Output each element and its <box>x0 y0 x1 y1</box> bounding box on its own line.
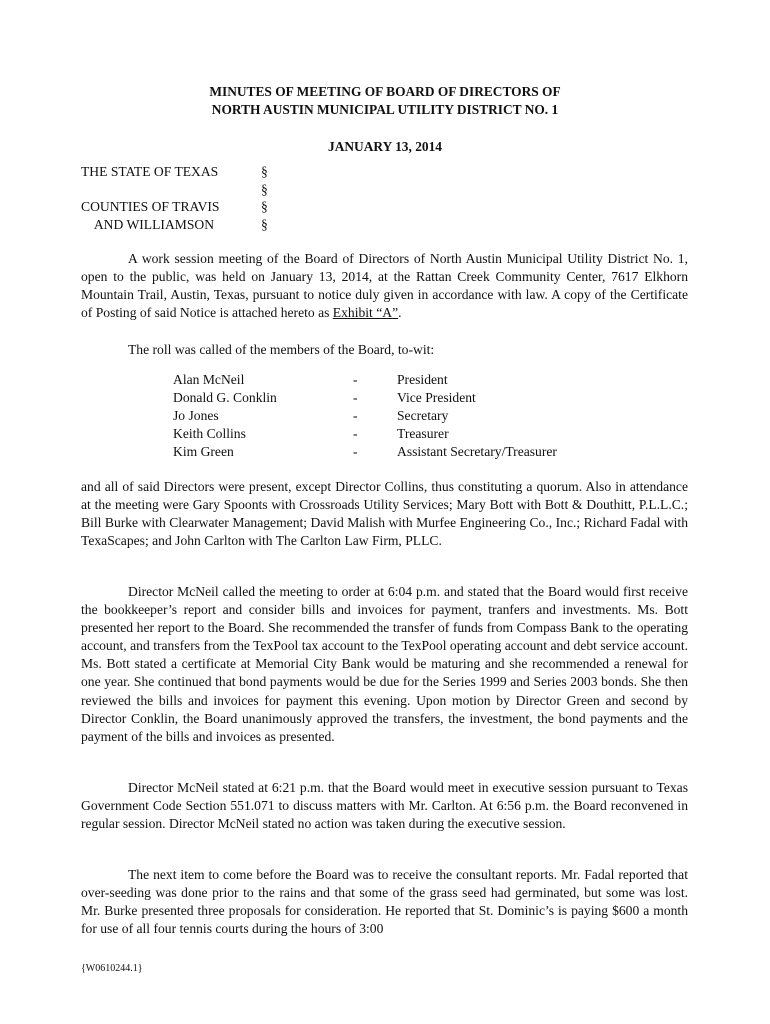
jurisdiction-caption <box>81 163 268 234</box>
roll-dash: - <box>353 372 358 387</box>
director-title: Vice President <box>397 390 476 405</box>
caption-label: AND WILLIAMSON <box>81 217 215 233</box>
director-title: Assistant Secretary/Treasurer <box>397 444 557 459</box>
title-line-1: MINUTES OF MEETING OF BOARD OF DIRECTORS OF <box>209 84 561 99</box>
paragraph-roll-intro: The roll was called of the members of the Board, to-wit: <box>128 342 435 357</box>
roll-entry <box>173 389 557 407</box>
section-mark: § <box>261 181 268 197</box>
opening-period: . <box>398 305 402 321</box>
director-title: Secretary <box>397 408 449 423</box>
meeting-date: JANUARY 13, 2014 <box>328 139 442 154</box>
section-mark: § <box>261 164 268 179</box>
document-id-footer: {W0610244.1} <box>81 963 143 974</box>
roll-dash: - <box>353 444 358 459</box>
caption-row <box>81 181 268 199</box>
director-name: Alan McNeil <box>173 372 245 387</box>
roll-call-list <box>173 371 557 461</box>
roll-dash: - <box>353 426 358 441</box>
caption-row <box>81 216 268 234</box>
roll-entry <box>173 407 557 425</box>
paragraph-consultant-reports: The next item to come before the Board was to receive the consultant reports. Mr. Fadal reported that over-seeding was done prior to the rains and that some of the grass seed had germinated, but some was lost. Mr. Burke presented three proposals for consideration. He reported that St. Dominic’s is paying $600 a month for use of all four tennis courts during the hours of 3:00 <box>81 867 688 937</box>
section-mark: § <box>261 199 268 215</box>
roll-dash: - <box>353 408 358 423</box>
roll-entry <box>173 443 557 461</box>
paragraph-opening <box>81 250 688 322</box>
exhibit-a-reference: Exhibit “A” <box>332 305 399 321</box>
opening-text: A work session meeting of the Board of Directors of North Austin Municipal Utility District No. 1, open to the public, was held on January 13, 2014, at the Rattan Creek Community Center, 7617 Elkhorn Mountain Trail, Austin, Texas, pursuant to notice duly given in accordance with law. A copy of the Certificate of Posting of said Notice is attached hereto as <box>81 251 688 321</box>
paragraph-attendance: and all of said Directors were present, except Director Collins, thus constituting a quorum. Also in attendance at the meeting were Gary Spoonts with Crossroads Utility Services; Mary Bott with Bott & Douthitt, P.L.L.C.; Bill Burke with Clearwater Management; David Malish with Murfee Engineering Co., Inc.; Richard Fadal with TexaScapes; and John Carlton with The Carlton Law Firm, PLLC. <box>81 479 688 549</box>
section-mark: § <box>261 217 268 233</box>
director-title: Treasurer <box>397 426 449 441</box>
director-name: Jo Jones <box>173 408 219 423</box>
title-line-2: NORTH AUSTIN MUNICIPAL UTILITY DISTRICT NO. 1 <box>211 102 559 117</box>
director-name: Keith Collins <box>173 426 246 441</box>
caption-label: COUNTIES OF TRAVIS <box>81 199 220 215</box>
caption-row <box>81 198 268 216</box>
paragraph-bookkeeper-report: Director McNeil called the meeting to order at 6:04 p.m. and stated that the Board would first receive the bookkeeper’s report and consider bills and invoices for payment, tranfers and investments. Ms. Bott presented her report to the Board. She recommended the transfer of funds from Compass Bank to the operating account, and transfers from the TexPool tax account to the TexPool operating account and debt service account. Ms. Bott stated a certificate at Memorial City Bank would be maturing and she recommended a renewal for one year. She continued that bond payments would be due for the Series 1999 and Series 2003 bonds. She then reviewed the bills and invoices for payment this evening. Upon motion by Director Green and second by Director Conklin, the Board unanimously approved the transfers, the investment, the bond payments and the payment of the bills and invoices as presented. <box>81 584 688 744</box>
roll-entry <box>173 371 557 389</box>
paragraph-executive-session: Director McNeil stated at 6:21 p.m. that the Board would meet in executive session pursuant to Texas Government Code Section 551.071 to discuss matters with Mr. Carlton. At 6:56 p.m. the Board reconvened in regular session. Director McNeil stated no action was taken during the executive session. <box>81 780 688 832</box>
director-title: President <box>397 372 448 387</box>
roll-entry <box>173 425 557 443</box>
director-name: Donald G. Conklin <box>173 390 277 405</box>
caption-label: THE STATE OF TEXAS <box>81 164 219 179</box>
caption-row <box>81 163 268 181</box>
director-name: Kim Green <box>173 444 234 459</box>
roll-dash: - <box>353 390 358 405</box>
